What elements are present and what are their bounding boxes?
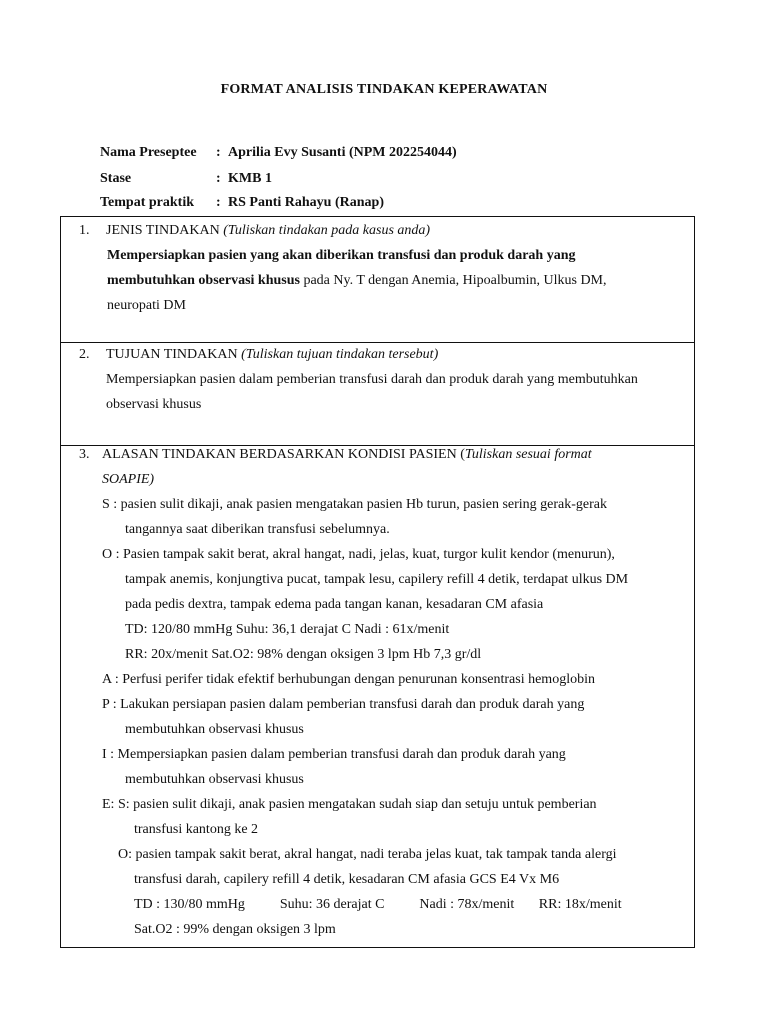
soapie-e-line: transfusi darah, capilery refill 4 detik, kesadaran CM afasia GCS E4 Vx M6 — [134, 872, 560, 887]
soapie-i-line: membutuhkan observasi khusus — [125, 772, 304, 787]
heading-hint: (Tuliskan tujuan tindakan tersebut) — [241, 347, 439, 362]
info-colon: : — [216, 145, 221, 160]
soapie-p-line: P : Lakukan persiapan pasien dalam pemberian transfusi darah dan produk darah yang — [102, 697, 585, 712]
info-label: Tempat praktik — [100, 195, 195, 210]
section-number: 2. — [79, 347, 90, 362]
info-label: Nama Preseptee — [100, 145, 197, 160]
info-value: RS Panti Rahayu (Ranap) — [228, 195, 384, 210]
body-line: Mempersiapkan pasien dalam pemberian transfusi darah dan produk darah yang membutuhkan — [106, 372, 638, 387]
section-number: 1. — [79, 223, 90, 238]
section-tujuan-tindakan — [60, 342, 695, 446]
info-row-tempat — [100, 195, 384, 211]
info-value: KMB 1 — [228, 171, 272, 186]
soapie-p-line: membutuhkan observasi khusus — [125, 722, 304, 737]
body-line: Mempersiapkan pasien yang akan diberikan transfusi dan produk darah yang — [107, 248, 576, 263]
heading-hint: Tuliskan sesuai format — [464, 447, 592, 462]
soapie-s-line: S : pasien sulit dikaji, anak pasien mengatakan pasien Hb turun, pasien sering gerak-gerak — [102, 497, 608, 512]
section-heading — [106, 223, 430, 239]
vital-signs-line: TD : 130/80 mmHg Suhu: 36 derajat C Nadi : 78x/menit RR: 18x/menit — [134, 897, 622, 912]
heading-text: ALASAN TINDAKAN BERDASARKAN KONDISI PASIEN ( — [102, 447, 465, 462]
info-value: Aprilia Evy Susanti (NPM 202254044) — [228, 145, 457, 160]
soapie-o-line: O : Pasien tampak sakit berat, akral hangat, nadi, jelas, kuat, turgor kulit kendor (menurun), — [102, 547, 615, 562]
info-colon: : — [216, 171, 221, 186]
section-heading — [102, 447, 592, 463]
soapie-a-line: A : Perfusi perifer tidak efektif berhubungan dengan penurunan konsentrasi hemoglobin — [102, 672, 595, 687]
heading-text: JENIS TINDAKAN — [106, 223, 220, 238]
body-text: pada Ny. T dengan Anemia, Hipoalbumin, Ulkus DM, — [299, 273, 607, 288]
section-alasan-tindakan — [60, 445, 695, 948]
section-number: 3. — [79, 447, 90, 462]
body-line: observasi khusus — [106, 397, 202, 412]
section-jenis-tindakan — [60, 216, 695, 343]
document-title: FORMAT ANALISIS TINDAKAN KEPERAWATAN — [220, 82, 548, 97]
soapie-s-line: tangannya saat diberikan transfusi sebelumnya. — [125, 522, 390, 537]
soapie-o-line: pada pedis dextra, tampak edema pada tangan kanan, kesadaran CM afasia — [125, 597, 544, 612]
soapie-o-line: tampak anemis, konjungtiva pucat, tampak lesu, capilery refill 4 detik, terdapat ulkus DM — [125, 572, 629, 587]
body-line — [107, 273, 607, 289]
info-colon: : — [216, 195, 221, 210]
soapie-i-line: I : Mempersiapkan pasien dalam pemberian transfusi darah dan produk darah yang — [102, 747, 566, 762]
soapie-e-line: O: pasien tampak sakit berat, akral hangat, nadi teraba jelas kuat, tak tampak tanda alergi — [118, 847, 617, 862]
heading-text: TUJUAN TINDAKAN — [106, 347, 238, 362]
body-line: neuropati DM — [107, 298, 186, 313]
vital-signs-line: RR: 20x/menit Sat.O2: 98% dengan oksigen 3 lpm Hb 7,3 gr/dl — [125, 647, 482, 662]
heading-hint-cont: SOAPIE) — [102, 472, 155, 487]
soapie-e-line: E: S: pasien sulit dikaji, anak pasien mengatakan sudah siap dan setuju untuk pemberian — [102, 797, 597, 812]
vital-signs-line: TD: 120/80 mmHg Suhu: 36,1 derajat C Nadi : 61x/menit — [125, 622, 450, 637]
section-heading — [106, 347, 438, 363]
info-row-nama — [100, 145, 457, 161]
vital-signs-line: Sat.O2 : 99% dengan oksigen 3 lpm — [134, 922, 336, 937]
soapie-e-line: transfusi kantong ke 2 — [134, 822, 259, 837]
bold-phrase: membutuhkan observasi khusus — [107, 273, 300, 288]
heading-hint: (Tuliskan tindakan pada kasus anda) — [223, 223, 431, 238]
info-row-stase — [100, 171, 272, 187]
info-label: Stase — [100, 171, 132, 186]
